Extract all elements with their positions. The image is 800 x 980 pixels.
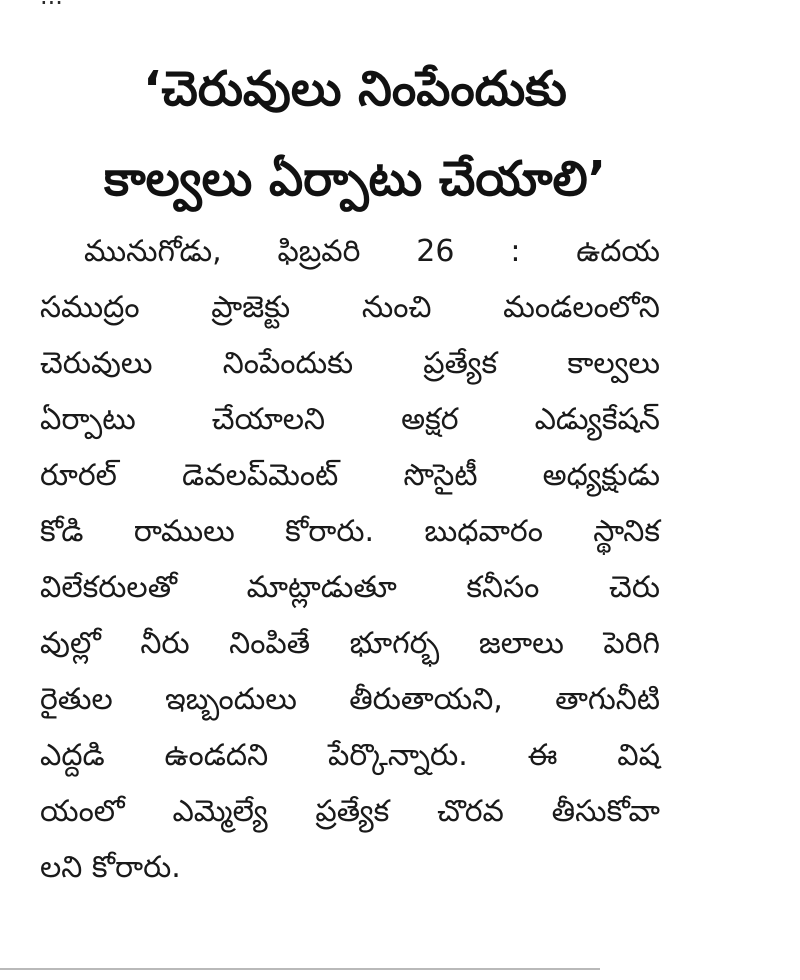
body-line: ఏర్పాటు చేయాలని అక్షర ఎడ్యుకేషన్: [40, 402, 660, 437]
body-line: ఎద్దడి ఉండదని పేర్కొన్నారు. ఈ విష: [40, 738, 660, 773]
body-line: వుల్లో నీరు నింపితే భూగర్భ జలాలు పెరిగి: [40, 626, 660, 661]
article-headline: [40, 44, 670, 224]
column-divider: [0, 968, 600, 970]
body-line: రూరల్ డెవలప్‌మెంట్ సొసైటీ అధ్యక్షుడు: [40, 458, 660, 493]
body-line: రైతుల ఇబ్బందులు తీరుతాయని, తాగునీటి: [40, 682, 660, 717]
cutoff-previous-text: [40, 0, 340, 6]
body-line: చెరువులు నింపేందుకు ప్రత్యేక కాల్వలు: [40, 346, 660, 381]
headline-line-1: ‘చెరువులు నింపేందుకు: [143, 61, 567, 117]
body-line: మునుగోడు, ఫిబ్రవరి 26 : ఉదయ: [84, 234, 660, 269]
article-body: [40, 224, 660, 896]
body-line: కోడి రాములు కోరారు. బుధవారం స్థానిక: [40, 514, 660, 549]
body-line: సముద్రం ప్రాజెక్టు నుంచి మండలంలోని: [40, 290, 660, 325]
body-line: లని కోరారు.: [40, 850, 181, 885]
body-line: విలేకరులతో మాట్లాడుతూ కనీసం చెరు: [40, 570, 660, 605]
body-line: యంలో ఎమ్మెల్యే ప్రత్యేక చొరవ తీసుకోవా: [40, 794, 660, 829]
headline-line-2: కాల్వలు ఏర్పాటు చేయాలి’: [104, 151, 606, 207]
